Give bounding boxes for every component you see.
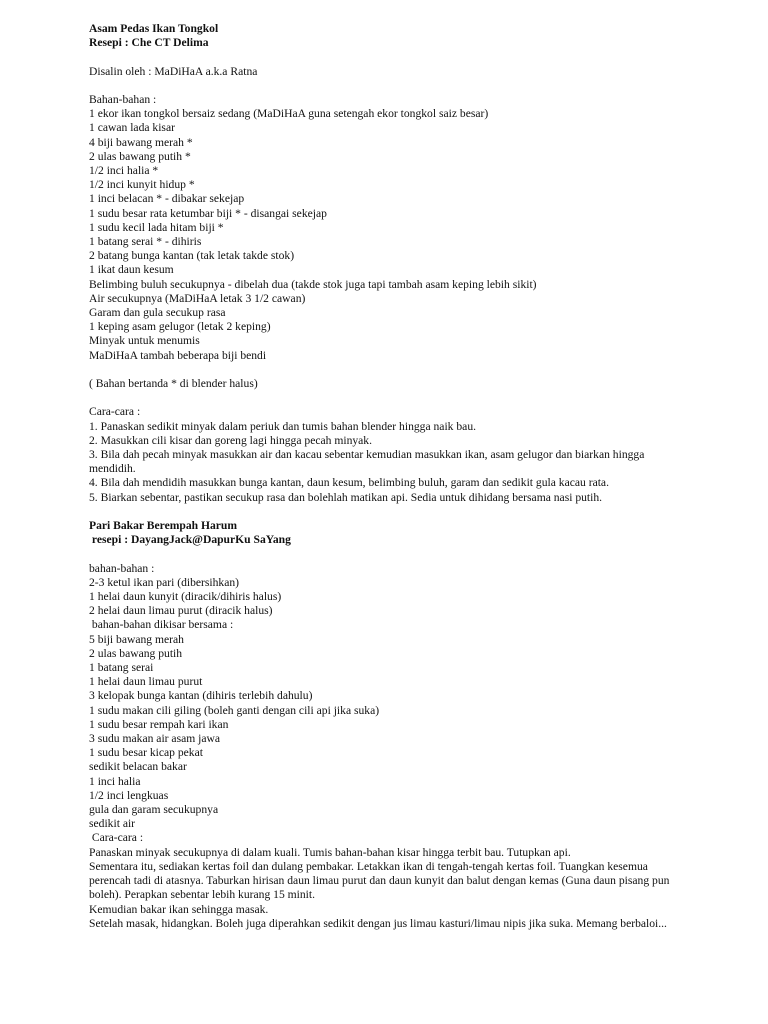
spacer xyxy=(89,50,679,64)
step-item: 1. Panaskan sedikit minyak dalam periuk dan tumis bahan blender hingga naik bau. xyxy=(89,419,477,433)
ingredient-item: 4 biji bawang merah * xyxy=(89,135,193,149)
step-item: Setelah masak, hidangkan. Boleh juga diperahkan sedikit dengan jus limau kasturi/limau nipis jika suka. Memang berbaloi... xyxy=(89,916,667,930)
ingredient-item: 1/2 inci kunyit hidup * xyxy=(89,178,195,192)
ingredient-item: 2 ulas bawang putih xyxy=(89,646,183,660)
recipe2-ingredients-heading: bahan-bahan : xyxy=(89,561,155,575)
ingredient-item: 1 keping asam gelugor (letak 2 keping) xyxy=(89,320,271,334)
ingredient-item: 1 sudu kecil lada hitam biji * xyxy=(89,220,224,234)
ingredient-item: 1 inci belacan * - dibakar sekejap xyxy=(89,192,245,206)
step-item: 3. Bila dah pecah minyak masukkan air dan kacau sebentar kemudian masukkan ikan, asam gelugor dan biarkan hingga mendidih. xyxy=(89,448,645,476)
ingredient-item: Minyak untuk menumis xyxy=(89,334,200,348)
step-item: Kemudian bakar ikan sehingga masak. xyxy=(89,902,269,916)
ingredient-item: 1 helai daun limau purut xyxy=(89,675,203,689)
spacer xyxy=(89,363,679,377)
step-item: Panaskan minyak secukupnya di dalam kuali. Tumis bahan-bahan kisar hingga terbit bau. Tutupkan api. xyxy=(89,845,571,859)
ingredient-item: 1 sudu besar kicap pekat xyxy=(89,746,203,760)
spacer xyxy=(89,547,679,561)
recipe2-steps-heading: Cara-cara : xyxy=(89,831,144,845)
ingredient-item: 1/2 inci halia * xyxy=(89,164,159,177)
ingredient-item: Air secukupnya (MaDiHaA letak 3 1/2 cawan) xyxy=(89,291,306,305)
ingredient-item: 3 sudu makan air asam jawa xyxy=(89,732,221,746)
recipe2-ingredient-list xyxy=(89,576,679,619)
ingredient-item: Belimbing buluh secukupnya - dibelah dua (takde stok juga tapi tambah asam keping lebih sikit) xyxy=(89,277,537,291)
ingredient-item: 1 ikat daun kesum xyxy=(89,263,174,277)
ingredient-item: sedikit air xyxy=(89,817,136,831)
ingredient-item: Garam dan gula secukup rasa xyxy=(89,306,226,320)
recipe2-blend-list xyxy=(89,633,679,832)
ingredient-item: 3 kelopak bunga kantan (dihiris terlebih dahulu) xyxy=(89,689,313,703)
recipe1-title: Asam Pedas Ikan Tongkol xyxy=(89,22,219,35)
ingredient-item: 1 batang serai * - dihiris xyxy=(89,235,202,249)
ingredient-item: 1 sudu besar rempah kari ikan xyxy=(89,717,229,731)
ingredient-item: 1/2 inci lengkuas xyxy=(89,788,169,802)
ingredient-item: 1 batang serai xyxy=(89,661,154,675)
ingredient-item: 2-3 ketul ikan pari (dibersihkan) xyxy=(89,575,240,589)
recipe1-step-list xyxy=(89,420,679,505)
ingredient-item: 2 ulas bawang putih * xyxy=(89,149,191,163)
ingredient-item: 2 helai daun limau purut (diracik halus) xyxy=(89,604,273,618)
ingredient-item: 1 inci halia xyxy=(89,774,141,788)
ingredient-item: 1 sudu makan cili giling (boleh ganti dengan cili api jika suka) xyxy=(89,703,380,717)
ingredient-item: MaDiHaA tambah beberapa biji bendi xyxy=(89,348,267,362)
ingredient-item: 5 biji bawang merah xyxy=(89,632,184,646)
spacer xyxy=(89,79,679,93)
recipe2-author: resepi : DayangJack@DapurKu SaYang xyxy=(89,533,291,547)
ingredient-item: gula dan garam secukupnya xyxy=(89,803,219,817)
step-item: 4. Bila dah mendidih masukkan bunga kantan, daun kesum, belimbing buluh, garam dan sedikit gula kacau rata. xyxy=(89,476,609,490)
step-item: 5. Biarkan sebentar, pastikan secukup rasa dan bolehlah matikan api. Sedia untuk dihidang bersama nasi putih. xyxy=(89,490,603,504)
recipe1-note: ( Bahan bertanda * di blender halus) xyxy=(89,377,258,391)
recipe1-copied-by: Disalin oleh : MaDiHaA a.k.a Ratna xyxy=(89,64,258,78)
ingredient-item: 1 sudu besar rata ketumbar biji * - disangai sekejap xyxy=(89,206,327,220)
recipe2-step-list xyxy=(89,846,679,931)
recipe1-ingredient-list xyxy=(89,107,679,363)
recipe2-title: Pari Bakar Berempah Harum xyxy=(89,519,238,533)
recipe2-blend-heading: bahan-bahan dikisar bersama : xyxy=(89,618,234,632)
recipe1-steps-heading: Cara-cara : xyxy=(89,405,141,419)
ingredient-item: 1 helai daun kunyit (diracik/dihiris halus) xyxy=(89,590,282,604)
recipe1-ingredients-heading: Bahan-bahan : xyxy=(89,92,157,106)
spacer xyxy=(89,391,679,405)
ingredient-item: 2 batang bunga kantan (tak letak takde stok) xyxy=(89,249,295,263)
document-page xyxy=(89,22,679,931)
ingredient-item: sedikit belacan bakar xyxy=(89,760,187,774)
ingredient-item: 1 ekor ikan tongkol bersaiz sedang (MaDiHaA guna setengah ekor tongkol saiz besar) xyxy=(89,107,489,121)
step-item: 2. Masukkan cili kisar dan goreng lagi hingga pecah minyak. xyxy=(89,433,373,447)
spacer xyxy=(89,505,679,519)
step-item: Sementara itu, sediakan kertas foil dan dulang pembakar. Letakkan ikan di tengah-tengah kertas foil. Tuangkan kesemua perencah tadi di atasnya. Taburkan hirisan daun limau purut dan daun kunyit dan balut dengan kemas (Guna daun pisang pun boleh). Perapkan sebentar lebih kurang 15 minit. xyxy=(89,859,670,902)
ingredient-item: 1 cawan lada kisar xyxy=(89,121,175,135)
recipe1-author: Resepi : Che CT Delima xyxy=(89,36,209,50)
